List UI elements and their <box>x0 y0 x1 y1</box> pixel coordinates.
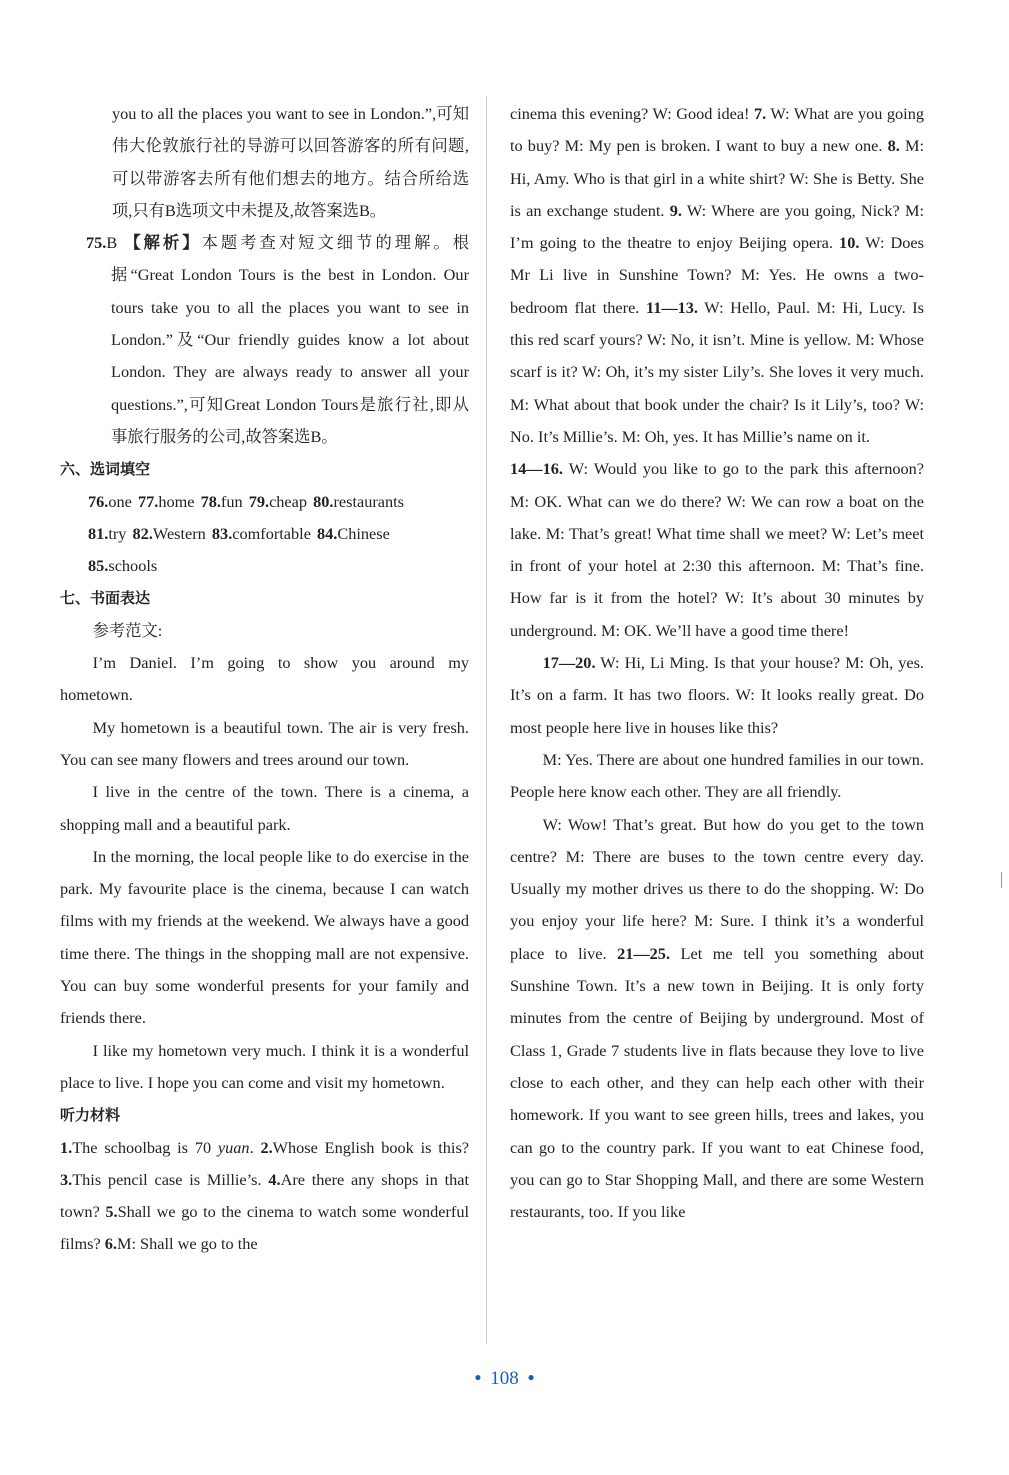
answer-letter: B <box>106 233 118 253</box>
bullet-icon: • <box>527 1368 535 1389</box>
script-text: W: Hello, Paul. M: Hi, Lucy. Is this red scarf yours? W: No, it isn’t. Mine is yellow. M: Whose scarf is it? W: Oh, it’s my sister Lily’s. She loves it very much. M: What about that book under the chair? Is it Lily’s, too? W: No. It’s Millie’s. M: Oh, yes. It has Millie’s name on it. <box>510 297 925 446</box>
column-divider <box>486 96 487 1344</box>
answer-number: 78. <box>200 491 221 511</box>
item-number: 5. <box>105 1202 118 1222</box>
essay-paragraph: I’m Daniel. I’m going to show you around my hometown. <box>60 653 469 705</box>
answer-word: comfortable <box>232 523 311 543</box>
essay-paragraph: My hometown is a beautiful town. The air is very fresh. You can see many flowers and trees around our town. <box>60 717 469 769</box>
essay-paragraph: In the morning, the local people like to do exercise in the park. My favourite place is the cinema, because I can watch films with my friends at the weekend. We always have a good time there. The things in the shopping mall are not expensive. You can buy some wonderful presents for your family and friends there. <box>60 846 469 1028</box>
item-number: 1. <box>60 1137 73 1157</box>
script-text: W: Wow! That’s great. But how do you get to the town centre? M: There are buses to the town centre every day. Usually my mother drives us there to do the shopping. W: Do you enjoy your life here? M: Sure. I think it’s a wonderful place to live. <box>510 814 924 963</box>
left-column <box>60 98 469 1261</box>
section-heading-6: 六、选词填空 <box>60 460 151 479</box>
essay-paragraph: I live in the centre of the town. There is a cinema, a shopping mall and a beautiful park. <box>60 782 469 834</box>
section-heading-7: 七、书面表达 <box>60 589 151 608</box>
answer-number: 84. <box>317 523 338 543</box>
answer-word: home <box>158 491 195 511</box>
answer-number: 77. <box>137 491 159 511</box>
word-answers-line-3 <box>60 550 469 582</box>
page-number-text: 108 <box>490 1368 519 1389</box>
question-number: 75. <box>86 233 107 253</box>
answer-word: schools <box>108 556 158 576</box>
script-text: Let me tell you something about Sunshine Town. It’s a new town in Beijing. It is only forty minutes from the centre of Beijing by underground. Most of Class 1, Grade 7 students live in flats because they love to live close to each other, and they can help each other with their homework. If you want to see green hills, trees and lakes, you can go to the country park. If you want to eat Chinese food, you can go to Star Shopping Mall, and there are some Western restaurants, too. If you like <box>510 943 925 1222</box>
listening-script-17-20-cont: M: Yes. There are about one hundred families in our town. People here know each other. They are all friendly. <box>510 749 924 802</box>
bullet-icon: • <box>474 1368 482 1389</box>
answer-number: 82. <box>132 523 153 543</box>
answer-word: cheap <box>269 491 308 511</box>
answer-word: try <box>108 523 127 543</box>
listening-script-1-6 <box>60 1132 469 1261</box>
listening-heading: 听力材料 <box>60 1106 121 1125</box>
answer-number: 79. <box>248 491 270 511</box>
answer-number: 85. <box>88 556 109 576</box>
answer-number: 81. <box>88 523 109 543</box>
item-number: 8. <box>887 136 900 156</box>
item-text: Shall we go to the cinema to watch some wonderful films? <box>60 1202 470 1254</box>
margin-mark <box>1001 872 1002 888</box>
listening-script-17-20 <box>510 647 924 744</box>
item-text: Whose English book is this? <box>272 1137 470 1157</box>
answer-word: restaurants <box>333 491 404 511</box>
item-number: 17—20. <box>542 653 596 673</box>
word-answers-line-2 <box>60 518 469 550</box>
model-essay-label: 参考范文: <box>92 620 163 640</box>
item-number: 2. <box>260 1137 273 1157</box>
analysis-text: 本题考查对短文细节的理解。根据“Great London Tours is the best in London. Our tours take you to all the places you want to see in London.”及“Our friendly guides know a lot about London. They are always ready to answer all your questions.”,可知Great London Tours是旅行社,即从事旅行服务的公司,故答案选B。 <box>111 233 469 446</box>
paragraph-74-tail: you to all the places you want to see in London.”,可知伟大伦敦旅行社的导游可以回答游客的所有问题,可以带游客去所有他们想去的地方。结合所给选项,只有B选项文中未提及,故答案选B。 <box>112 104 469 220</box>
answer-number: 76. <box>88 491 109 511</box>
script-text: W: What are you going to buy? M: My pen is broken. I want to buy a new one. <box>510 104 924 156</box>
answer-number: 83. <box>211 523 233 543</box>
script-text: cinema this evening? W: Good idea! <box>510 104 754 123</box>
item-number: 10. <box>839 233 860 253</box>
item-number: 14—16. <box>510 459 563 479</box>
item-number: 9. <box>669 200 682 220</box>
listening-script-14-16 <box>510 453 924 647</box>
essay-paragraph: I like my hometown very much. I think it is a wonderful place to live. I hope you can come and visit my hometown. <box>60 1040 469 1092</box>
item-text: Are there any shops in that town? <box>60 1169 469 1222</box>
answer-word: one <box>108 491 132 511</box>
item-number: 6. <box>104 1234 117 1254</box>
item-text: . <box>249 1137 261 1157</box>
listening-script-6-13 <box>510 98 924 453</box>
item-emphasis: yuan <box>217 1137 250 1157</box>
answer-number: 80. <box>313 491 334 511</box>
listening-script-21-25 <box>510 809 924 1229</box>
answer-word: Chinese <box>337 523 390 543</box>
item-number: 7. <box>753 104 767 123</box>
page-number <box>0 1368 1009 1390</box>
answer-word: fun <box>220 491 243 511</box>
script-text: W: Where are you going, Nick? M: I’m going to the theatre to enjoy Beijing opera. <box>510 200 924 253</box>
item-text: This pencil case is Millie’s. <box>72 1169 269 1189</box>
item-number: 4. <box>268 1169 281 1189</box>
analysis-tag: 【解析】 <box>124 233 202 253</box>
word-answers-line-1 <box>60 486 469 518</box>
answer-word: Western <box>152 523 206 543</box>
item-text: The schoolbag is 70 <box>72 1137 218 1157</box>
item-number: 11—13. <box>645 297 698 317</box>
script-text: W: Hi, Li Ming. Is that your house? M: Oh, yes. It’s on a farm. It has two floors. W: It looks really great. Do most people here live in houses like this? <box>510 653 924 737</box>
item-text: M: Shall we go to the <box>116 1234 258 1254</box>
answer-75 <box>60 227 469 453</box>
script-text: M: Hi, Amy. Who is that girl in a white shirt? W: She is Betty. She is an exchange student. <box>510 136 924 220</box>
script-text: W: Would you like to go to the park this afternoon? M: OK. What can we do there? W: We can row a boat on the lake. M: That’s great! What time shall we meet? W: Let’s meet in front of your hotel at 2:30 this afternoon. M: That’s fine. How far is it from the hotel? W: It’s about 30 minutes by underground. M: OK. We’ll have a good time there! <box>510 459 924 640</box>
item-number: 3. <box>60 1169 73 1189</box>
item-number: 21—25. <box>617 943 671 963</box>
right-column <box>510 98 924 1228</box>
script-text: W: Does Mr Li live in Sunshine Town? M: Yes. He owns a two-bedroom flat there. <box>510 233 924 317</box>
